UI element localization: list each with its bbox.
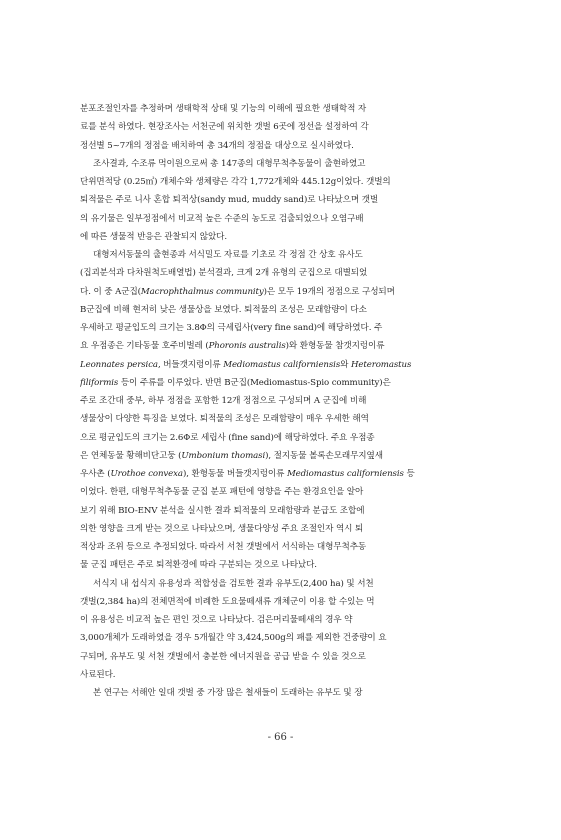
text-line: 정선별 5~7개의 정점을 배치하여 총 34개의 정점을 대상으로 실시하였다. (80, 140, 354, 151)
text-line: B군집에 비해 현저히 낮은 생물상을 보였다. 퇴적물의 조성은 모래함량이 다소 (80, 304, 367, 315)
text-line: 요 우점종은 기타동물 호주비벌레 (Phoronis australis)와 환형동물 참갯지렁이류 (80, 341, 385, 352)
paragraph-5 (80, 684, 481, 702)
text-line: 본 연구는 서해안 일대 갯벌 중 가장 많은 철새들이 도래하는 유부도 및 장 (93, 688, 363, 698)
text-line: 우세하고 평균입도의 크기는 3.8Φ의 극세립사(very fine sand)에 해당하였다. 주 (80, 323, 383, 333)
text-line: 의 유기물은 일부정점에서 비교적 높은 수준의 농도로 검출되었으나 오염구배 (80, 213, 364, 224)
text-line: 에 따른 생물적 반응은 관찰되지 않았다. (80, 231, 228, 242)
text-line: 우사촌 (Urothoe convexa), 환형동물 버들갯지렁이류 Mediomastus californiensis 등 (80, 469, 415, 479)
page-number: - 66 - (267, 732, 294, 743)
body-text (80, 100, 481, 702)
paragraph-4 (80, 575, 481, 685)
text-line: 3,000개체가 도래하였을 경우 5개월간 약 3,424,500g의 패를 제외한 건중량이 요 (80, 633, 387, 644)
text-line: 적상과 조위 등으로 추정되었다. 따라서 서천 갯벌에서 서식하는 대형무척추동 (80, 542, 367, 552)
text-line: 단위면적당 (0.25㎡) 개체수와 생체량은 각각 1,772개체와 445.12g이었다. 갯벌의 (80, 177, 391, 187)
text-line: 구되며, 유부도 및 서천 갯벌에서 충분한 에너지원을 공급 받을 수 있을 것으로 (80, 651, 366, 662)
text-line: 료를 분석 하였다. 현장조사는 서천군에 위치한 갯벌 6곳에 정선을 설정하여 각 (80, 122, 369, 133)
text-line: 다. 이 중 A군집(Macrophthalmus community)은 모두 19개의 정점으로 구성되며 (80, 286, 395, 297)
paragraph-1 (80, 100, 481, 155)
text-line: 분포조절인자를 추정하며 생태학적 상태 및 기능의 이해에 필요한 생태학적 자 (80, 104, 367, 114)
text-line: 으로 평균입도의 크기는 2.6Φ로 세립사 (fine sand)에 해당하였다. 주요 우점종 (80, 432, 375, 443)
text-line: 의한 영향을 크게 받는 것으로 나타났으며, 생물다양성 주요 조절인자 역시 퇴 (80, 523, 364, 534)
text-line: 조사결과, 수조류 먹이원으로써 총 147종의 대형무척추동물이 출현하였고 (93, 158, 366, 169)
text-line: 대형저서동물의 출현종과 서식밀도 자료를 기초로 각 정점 간 상호 유사도 (93, 250, 363, 260)
text-line: 퇴적물은 주로 니사 혼합 퇴적상(sandy mud, muddy sand)로 나타났으며 갯벌 (80, 195, 379, 206)
text-line: 생물상이 다양한 특징을 보였다. 퇴적물의 조성은 모래함량이 매우 우세한 해역 (80, 414, 369, 425)
text-line: 주로 조간대 중부, 하부 정점을 포함한 12개 정점으로 구성되며 A 군집에 비해 (80, 396, 367, 406)
text-line: 은 연체동물 황해비단고둥 (Umbonium thomasi), 절지동물 볼록손모래무지옆새 (80, 450, 383, 461)
text-line: (집괴분석과 다차원척도배열법) 분석결과, 크게 2개 유형의 군집으로 대별되었 (80, 268, 368, 279)
text-line: 물 군집 패턴은 주로 퇴적환경에 따라 구분되는 것으로 나타났다. (80, 560, 317, 571)
text-line: filiformis 등이 주류를 이루었다. 반면 B군집(Mediomastus-Spio community)은 (80, 377, 391, 388)
paragraph-3 (80, 246, 481, 575)
text-line: 이 유용성은 비교적 높은 편인 것으로 나타났다. 검은머리물떼새의 경우 약 (80, 615, 353, 625)
paragraph-2 (80, 155, 481, 246)
text-line: 서식지 내 섭식지 유용성과 적합성을 검토한 결과 유부도(2,400 ha) 및 서천 (93, 578, 374, 589)
text-line: Leonnates persica, 버들갯지렁이류 Mediomastus californiensis와 Heteromastus (80, 359, 412, 370)
text-line: 갯벌(2,384 ha)의 전체면적에 비례한 도요물떼새류 개체군이 이용 할 수있는 먹 (80, 596, 375, 607)
text-line: 이었다. 한편, 대형무척추동물 군집 분포 패턴에 영향을 주는 환경요인을 알아 (80, 487, 364, 498)
text-line: 사료된다. (80, 669, 116, 680)
text-line: 보기 위해 BIO-ENV 분석을 실시한 결과 퇴적물의 모래함량과 분급도 조합에 (80, 505, 365, 516)
